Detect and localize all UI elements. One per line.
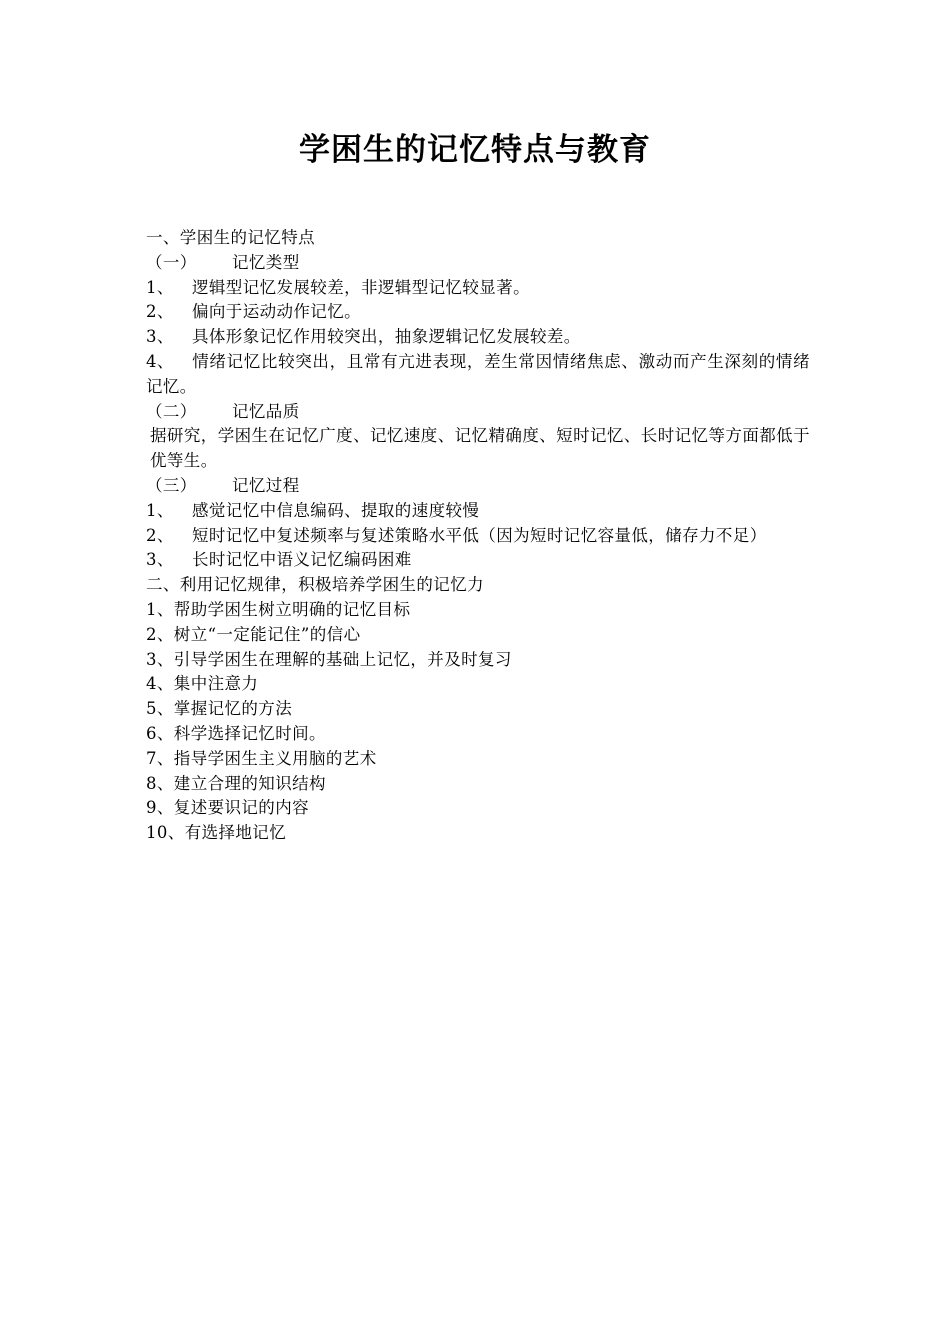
line-text: 长时记忆中语义记忆编码困难 bbox=[192, 550, 412, 570]
list-item bbox=[146, 722, 810, 747]
line-text: 2、树立“一定能记住”的信心 bbox=[146, 624, 361, 644]
line-text: 7、指导学困生主义用脑的艺术 bbox=[146, 748, 377, 768]
line-prefix: 3、 bbox=[146, 550, 174, 570]
line-text: 1、帮助学困生树立明确的记忆目标 bbox=[146, 599, 411, 619]
line-text: 4、集中注意力 bbox=[146, 674, 259, 694]
list-item bbox=[146, 524, 810, 549]
subsection-heading-memory-quality bbox=[146, 400, 810, 425]
list-item bbox=[146, 796, 810, 821]
line-prefix: 3、 bbox=[146, 327, 174, 347]
line-text: 情绪记忆比较突出，且常有亢进表现，差生常因情绪焦虑、激动而产生深刻的情绪记忆。 bbox=[146, 351, 810, 396]
list-item bbox=[146, 672, 810, 697]
list-item bbox=[146, 598, 810, 623]
list-item bbox=[146, 325, 810, 350]
list-item bbox=[146, 821, 810, 846]
line-text: 短时记忆中复述频率与复述策略水平低（因为短时记忆容量低，储存力不足） bbox=[192, 525, 767, 545]
line-prefix: 2、 bbox=[146, 525, 174, 545]
subsection-heading-memory-type bbox=[146, 251, 810, 276]
list-item bbox=[146, 623, 810, 648]
line-text: 记忆类型 bbox=[232, 252, 300, 272]
line-text: 9、复述要识记的内容 bbox=[146, 798, 309, 818]
line-text: 8、建立合理的知识结构 bbox=[146, 773, 326, 793]
line-text: 3、引导学困生在理解的基础上记忆，并及时复习 bbox=[146, 649, 512, 669]
line-prefix: 4、 bbox=[146, 351, 174, 371]
line-prefix: 2、 bbox=[146, 302, 174, 322]
list-item bbox=[146, 350, 810, 400]
line-text: 偏向于运动动作记忆。 bbox=[192, 302, 361, 322]
line-text: 二、利用记忆规律，积极培养学困生的记忆力 bbox=[146, 575, 484, 595]
list-item bbox=[146, 697, 810, 722]
line-text: 10、有选择地记忆 bbox=[146, 823, 287, 843]
line-text: 记忆品质 bbox=[232, 401, 300, 421]
line-text: 具体形象记忆作用较突出，抽象逻辑记忆发展较差。 bbox=[192, 327, 581, 347]
line-text: 5、掌握记忆的方法 bbox=[146, 699, 293, 719]
line-text: 据研究，学困生在记忆广度、记忆速度、记忆精确度、短时记忆、长时记忆等方面都低于优等生。 bbox=[150, 426, 810, 471]
line-text: 一、学困生的记忆特点 bbox=[146, 228, 315, 247]
list-item bbox=[146, 276, 810, 301]
line-prefix: （三） bbox=[146, 475, 197, 495]
line-prefix: 1、 bbox=[146, 277, 174, 297]
document-body bbox=[146, 226, 810, 846]
line-text: 逻辑型记忆发展较差，非逻辑型记忆较显著。 bbox=[192, 277, 530, 297]
line-prefix: （二） bbox=[146, 401, 197, 421]
document-title: 学困生的记忆特点与教育 bbox=[299, 132, 651, 168]
list-item bbox=[146, 772, 810, 797]
list-item bbox=[146, 300, 810, 325]
list-item bbox=[146, 499, 810, 524]
line-prefix: 1、 bbox=[146, 500, 174, 520]
section-heading-2 bbox=[146, 573, 810, 598]
subsection-heading-memory-process bbox=[146, 474, 810, 499]
list-item bbox=[146, 648, 810, 673]
line-text: 记忆过程 bbox=[232, 475, 300, 495]
list-item bbox=[146, 548, 810, 573]
line-prefix: （一） bbox=[146, 252, 197, 272]
paragraph bbox=[146, 424, 810, 474]
list-item bbox=[146, 747, 810, 772]
line-text: 感觉记忆中信息编码、提取的速度较慢 bbox=[192, 500, 480, 520]
line-text: 6、科学选择记忆时间。 bbox=[146, 723, 326, 743]
section-heading-1 bbox=[146, 226, 810, 251]
